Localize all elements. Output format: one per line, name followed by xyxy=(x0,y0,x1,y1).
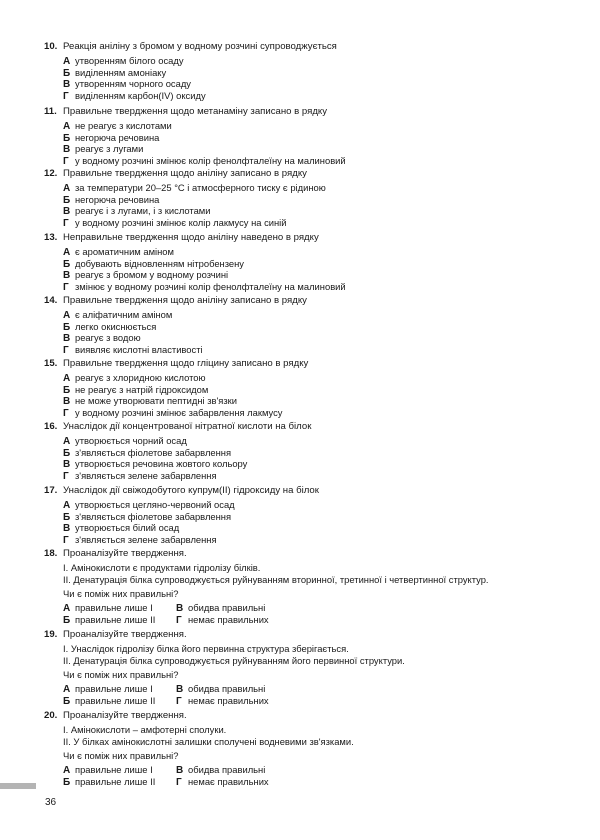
option-letter: Б xyxy=(63,67,71,79)
question-text: Унаслідок дії концентрованої нітратної кислоти на білок xyxy=(63,421,312,432)
answer-option xyxy=(63,499,584,511)
question-title xyxy=(44,421,584,433)
option-letter: В xyxy=(63,144,71,156)
option-letter: А xyxy=(63,310,71,321)
answer-option xyxy=(63,764,176,776)
answer-option xyxy=(63,321,584,333)
option-text: правильне лише II xyxy=(75,694,156,706)
answer-option xyxy=(63,132,584,144)
option-text: з'являється зелене забарвлення xyxy=(75,469,217,481)
question-15 xyxy=(44,358,584,418)
answer-option xyxy=(63,78,584,90)
option-text: виділенням карбон(IV) оксиду xyxy=(75,89,206,101)
question-20 xyxy=(44,710,584,787)
option-text: з'являється фіолетове забарвлення xyxy=(75,510,232,522)
option-text: з'являється фіолетове забарвлення xyxy=(75,446,232,458)
statement-2: II. У білках амінокислотні залишки сполучені водневими зв'язками. xyxy=(63,735,354,747)
answer-option xyxy=(63,511,584,523)
question-number: 20. xyxy=(44,710,58,721)
question-text: Правильне твердження щодо гліцину записано в рядку xyxy=(63,358,309,369)
question-title xyxy=(44,548,584,560)
option-text: обидва правильні xyxy=(188,602,266,614)
question-number: 19. xyxy=(44,629,58,640)
option-text: правильне лише I xyxy=(75,602,153,614)
option-letter: Б xyxy=(63,258,71,270)
option-letter: В xyxy=(63,459,71,471)
question-title xyxy=(44,358,584,370)
option-text: правильне лише II xyxy=(75,775,156,787)
question-number: 17. xyxy=(44,485,58,496)
option-text: виділенням амоніаку xyxy=(75,66,167,78)
answer-option xyxy=(63,372,584,384)
option-text: обидва правильні xyxy=(188,764,266,776)
question-16 xyxy=(44,421,584,481)
option-text: є аліфатичним аміном xyxy=(75,309,173,320)
answer-option xyxy=(63,205,584,217)
statement-2: II. Денатурація білка супроводжується руйнуванням вторинної, третинної і четвертинної структур. xyxy=(63,573,489,585)
option-text: правильне лише I xyxy=(75,764,153,776)
question-number: 18. xyxy=(44,548,58,559)
option-text: не може утворювати пептидні зв'язки xyxy=(75,395,237,407)
answer-option xyxy=(63,332,584,344)
option-letter: Г xyxy=(63,281,69,293)
option-letter: Б xyxy=(63,614,71,626)
option-letter: Б xyxy=(63,776,71,788)
option-text: реагує і з лугами, і з кислотами xyxy=(75,205,211,217)
question-text: Унаслідок дії свіжодобутого купрум(II) гідроксиду на білок xyxy=(63,485,319,496)
question-text: Проаналізуйте твердження. xyxy=(63,548,187,559)
question-17 xyxy=(44,485,584,545)
question-title xyxy=(44,232,584,244)
option-letter: В xyxy=(63,206,71,218)
answer-option xyxy=(176,683,376,695)
option-text: правильне лише II xyxy=(75,613,156,625)
statement-1: I. Амінокислоти – амфотерні сполуки. xyxy=(63,724,227,735)
question-text: Правильне твердження щодо аніліну записано в рядку xyxy=(63,168,307,179)
option-text: утворенням білого осаду xyxy=(75,55,184,66)
option-letter: Б xyxy=(63,511,71,523)
answer-option xyxy=(63,447,584,459)
option-letter: А xyxy=(63,603,71,615)
option-letter: Б xyxy=(63,695,71,707)
option-letter: А xyxy=(63,56,71,67)
option-text: утворюється речовина жовтого кольору xyxy=(75,458,248,470)
answer-option xyxy=(63,55,584,67)
answer-option xyxy=(176,695,376,707)
question-13 xyxy=(44,232,584,292)
option-text: у водному розчині змінює колір лакмусу на синій xyxy=(75,216,287,228)
option-letter: Г xyxy=(63,534,69,546)
option-letter: А xyxy=(63,765,71,777)
option-letter: Г xyxy=(63,344,69,356)
option-text: не реагує з кислотами xyxy=(75,120,172,131)
question-text: Неправильне твердження щодо аніліну наведено в рядку xyxy=(63,232,319,243)
option-letter: А xyxy=(63,373,71,384)
question-18 xyxy=(44,548,584,625)
option-letter: Б xyxy=(63,321,71,333)
option-text: реагує з лугами xyxy=(75,143,144,155)
option-letter: А xyxy=(63,436,71,447)
option-letter: В xyxy=(63,396,71,408)
option-text: виявляє кислотні властивості xyxy=(75,343,203,355)
option-letter: В xyxy=(176,684,184,696)
question-prompt: Чи є поміж них правильні? xyxy=(63,588,179,600)
option-text: реагує з хлоридною кислотою xyxy=(75,372,206,383)
answer-option xyxy=(63,258,584,270)
option-text: з'являється зелене забарвлення xyxy=(75,533,217,545)
option-text: правильне лише I xyxy=(75,683,153,695)
option-letter: В xyxy=(63,333,71,345)
answer-option xyxy=(63,269,584,281)
page-number: 36 xyxy=(45,797,57,808)
option-letter: Б xyxy=(63,132,71,144)
question-14 xyxy=(44,295,584,355)
answer-option xyxy=(63,458,584,470)
question-title xyxy=(44,710,584,722)
question-title xyxy=(44,41,584,53)
margin-tab-bar xyxy=(0,783,36,789)
option-letter: А xyxy=(63,247,71,258)
answer-option xyxy=(63,435,584,447)
question-title xyxy=(44,168,584,180)
option-letter: В xyxy=(63,523,71,535)
answer-option xyxy=(63,395,584,407)
answer-option xyxy=(63,683,176,695)
option-letter: А xyxy=(63,684,71,696)
statement-1: I. Амінокислоти є продуктами гідролізу білків. xyxy=(63,562,261,573)
question-text: Правильне твердження щодо метанаміну записано в рядку xyxy=(63,106,328,117)
answer-option xyxy=(63,344,584,356)
option-text: добувають відновленням нітробензену xyxy=(75,257,244,269)
option-text: за температури 20–25 °С і атмосферного тиску є рідиною xyxy=(75,182,326,193)
option-letter: Г xyxy=(176,614,182,626)
question-number: 13. xyxy=(44,232,58,243)
option-letter: А xyxy=(63,183,71,194)
question-10 xyxy=(44,41,584,101)
option-letter: А xyxy=(63,121,71,132)
option-text: утворюється білий осад xyxy=(75,522,180,534)
option-text: утворюється цегляно-червоний осад xyxy=(75,499,235,510)
option-letter: Г xyxy=(63,90,69,102)
answer-option xyxy=(63,246,584,258)
question-title xyxy=(44,485,584,497)
option-text: реагує з бромом у водному розчині xyxy=(75,269,229,281)
option-text: немає правильних xyxy=(188,613,269,625)
option-letter: В xyxy=(63,270,71,282)
option-letter: Б xyxy=(63,194,71,206)
answer-option xyxy=(63,534,584,546)
option-text: у водному розчині змінює забарвлення лакмусу xyxy=(75,406,283,418)
option-text: обидва правильні xyxy=(188,683,266,695)
option-letter: В xyxy=(176,603,184,615)
question-prompt: Чи є поміж них правильні? xyxy=(63,669,179,681)
option-text: легко окиснюється xyxy=(75,320,157,332)
option-text: негорюча речовина xyxy=(75,131,160,143)
question-12 xyxy=(44,168,584,228)
answer-option xyxy=(176,602,376,614)
answer-option xyxy=(63,776,176,788)
statement-1: I. Унаслідок гідролізу білка його первинна структура зберігається. xyxy=(63,643,349,654)
option-text: немає правильних xyxy=(188,775,269,787)
question-title xyxy=(44,295,584,307)
question-text: Проаналізуйте твердження. xyxy=(63,629,187,640)
option-letter: Г xyxy=(63,217,69,229)
question-11 xyxy=(44,106,584,166)
answer-option xyxy=(63,67,584,79)
question-number: 16. xyxy=(44,421,58,432)
question-text: Правильне твердження щодо аніліну записано в рядку xyxy=(63,295,307,306)
answer-option xyxy=(176,764,376,776)
answer-option xyxy=(63,384,584,396)
answer-option xyxy=(176,614,376,626)
question-number: 12. xyxy=(44,168,58,179)
answer-option xyxy=(63,522,584,534)
option-text: утворенням чорного осаду xyxy=(75,78,191,90)
answer-option xyxy=(63,602,176,614)
option-text: немає правильних xyxy=(188,694,269,706)
question-number: 11. xyxy=(44,106,57,117)
question-title xyxy=(44,106,584,118)
answer-option xyxy=(63,182,584,194)
statement-2: II. Денатурація білка супроводжується руйнуванням його первинної структури. xyxy=(63,654,405,666)
question-text: Проаналізуйте твердження. xyxy=(63,710,187,721)
answer-option xyxy=(63,217,584,229)
answer-option xyxy=(63,143,584,155)
question-text: Реакція аніліну з бромом у водному розчині супроводжується xyxy=(63,41,337,52)
option-text: не реагує з натрій гідроксидом xyxy=(75,383,209,395)
option-letter: Б xyxy=(63,384,71,396)
option-letter: Г xyxy=(176,776,182,788)
option-text: утворюється чорний осад xyxy=(75,435,187,446)
option-text: негорюча речовина xyxy=(75,193,160,205)
option-letter: Г xyxy=(176,695,182,707)
option-letter: Б xyxy=(63,447,71,459)
answer-option xyxy=(63,194,584,206)
option-letter: Г xyxy=(63,155,69,167)
answer-option xyxy=(63,470,584,482)
answer-option xyxy=(63,281,584,293)
question-19 xyxy=(44,629,584,706)
option-letter: Г xyxy=(63,470,69,482)
answer-option xyxy=(63,90,584,102)
answer-option xyxy=(63,155,584,167)
option-letter: А xyxy=(63,500,71,511)
question-number: 14. xyxy=(44,295,58,306)
answer-option xyxy=(63,407,584,419)
option-letter: В xyxy=(176,765,184,777)
option-text: змінює у водному розчині колір фенолфталеїну на малиновий xyxy=(75,280,346,292)
question-number: 10. xyxy=(44,41,58,52)
option-text: у водному розчині змінює колір фенолфталеїну на малиновий xyxy=(75,154,346,166)
question-prompt: Чи є поміж них правильні? xyxy=(63,750,179,762)
answer-option xyxy=(176,776,376,788)
option-letter: Г xyxy=(63,407,69,419)
answer-option xyxy=(63,309,584,321)
answer-option xyxy=(63,695,176,707)
question-number: 15. xyxy=(44,358,58,369)
option-text: реагує з водою xyxy=(75,332,141,344)
answer-option xyxy=(63,120,584,132)
option-letter: В xyxy=(63,79,71,91)
option-text: є ароматичним аміном xyxy=(75,246,174,257)
answer-option xyxy=(63,614,176,626)
question-title xyxy=(44,629,584,641)
